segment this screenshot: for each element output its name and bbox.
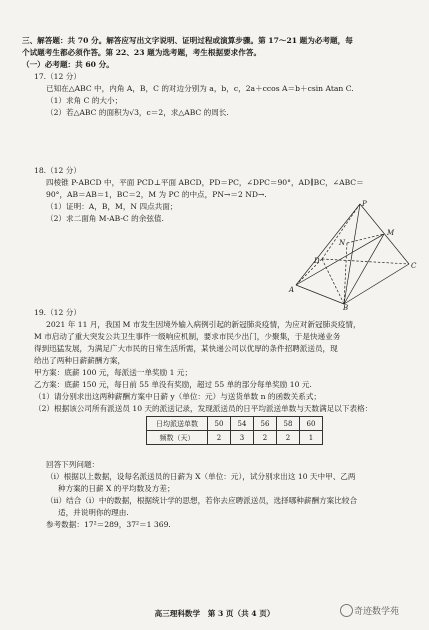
table-row xyxy=(147,431,323,445)
table-header-cell: 日均派送单数 xyxy=(147,417,208,431)
watermark: 奇迹数学苑 xyxy=(354,607,400,617)
q19-line2: M 市启动了重大突发公共卫生事件一级响应机制，要求市民少出门，少聚集，于是快递业务 xyxy=(34,332,341,341)
table-cell: 56 xyxy=(254,417,277,431)
section-heading-cont: 个试题考生都必须作答。第 22、23 题为选考题，考生根据要求作答。 xyxy=(22,48,262,57)
edge-PA xyxy=(296,204,360,285)
edge-PD xyxy=(322,204,360,259)
label-N: N xyxy=(339,239,346,247)
q19-number: 19.（12 分） xyxy=(34,308,81,317)
q18-part2: （2）求二面角 M-AB-C 的余弦值. xyxy=(46,214,164,223)
wechat-logo-icon xyxy=(340,604,353,617)
required-heading: （一）必考题：共 60 分。 xyxy=(22,60,114,69)
table-cell: 2 xyxy=(277,431,300,445)
table-cell: 50 xyxy=(208,417,231,431)
edge-BC xyxy=(344,264,409,304)
q19-sub2-line1: （ii）结合（i）中的数据，根据统计学的思想，若你去应聘派送员，选择哪种薪酬方案比较合 xyxy=(46,496,358,505)
label-P: P xyxy=(362,200,367,208)
frequency-table xyxy=(146,416,323,445)
table-cell: 1 xyxy=(300,431,323,445)
q19-answer-intro: 回答下列问题： xyxy=(46,460,100,469)
edge-DC xyxy=(322,259,409,264)
label-M: M xyxy=(387,229,395,237)
table-cell: 2 xyxy=(208,431,231,445)
q17-stem: 已知在△ABC 中，内角 A，B，C 的对边分别为 a，b，c，2a＋ccos A＝b＋csin Atan C. xyxy=(46,84,354,93)
q19-sub1-line2: 种方案的日薪 X 的平均数及方差； xyxy=(58,484,175,493)
q18-stem-line2: 90°，AB＝AB＝1，BC＝2，M 为 PC 的中点，PN→＝2 ND→. xyxy=(46,190,267,199)
q19-sub2-line2: 适，并说明你的理由. xyxy=(58,508,129,517)
label-A: A xyxy=(289,286,295,294)
q19-part1: （1）请分别求出这两种薪酬方案中日薪 y（单位：元）与送货单数 n 的函数关系式； xyxy=(34,392,322,401)
q19-line1: 2021 年 11 月，我国 M 市发生因境外输入病例引起的新冠肺炎疫情，为应对新冠肺炎疫情， xyxy=(46,320,361,329)
edge-DB xyxy=(322,259,344,304)
table-cell: 3 xyxy=(231,431,254,445)
edge-NM xyxy=(347,234,384,243)
table-cell: 54 xyxy=(231,417,254,431)
q19-sub1-line1: （i）根据以上数据，设每名派送员的日薪为 X（单位：元），试分别求出这 10 天中甲、乙两 xyxy=(46,472,356,481)
q17-number: 17.（12 分） xyxy=(34,72,81,81)
label-D: D xyxy=(314,257,320,265)
table-cell: 60 xyxy=(300,417,323,431)
table-cell: 58 xyxy=(277,417,300,431)
q17-part2: （2）若△ABC 的面积为√3，c＝2，求△ABC 的周长. xyxy=(46,108,229,117)
section-heading: 三、解答题：共 70 分。解答应写出文字说明、证明过程或演算步骤。第 17～21 题为必考题，每 xyxy=(22,36,353,45)
q19-plan-b: 乙方案：底薪 150 元，每日前 55 单没有奖励，超过 55 单的部分每单奖励 10 元. xyxy=(34,380,312,389)
q19-plan-a: 甲方案：底薪 100 元，每派送一单奖励 1 元； xyxy=(34,368,193,377)
q18-stem-line1: 四棱锥 P-ABCD 中，平面 PCD⊥平面 ABCD，PD＝PC，∠DPC＝90°，AD∥BC，∠ABC＝ xyxy=(46,178,364,187)
q19-line4: 给出了两种日薪薪酬方案， xyxy=(34,356,126,365)
table-header-cell: 频数（天） xyxy=(147,431,208,445)
q19-reference-data: 参考数据：17²＝289，37²＝1 369. xyxy=(46,520,171,529)
pyramid-figure xyxy=(288,200,418,310)
q19-line3: 得到迅猛发展，为满足广大市民的日常生活所需，某快递公司以优厚的条件招聘派送员，现 xyxy=(34,344,338,353)
label-B: B xyxy=(343,304,349,310)
q19-part2: （2）根据该公司所有派送员 10 天的派送记录，发现派送员的日平均派送单数与天数满足以下表格： xyxy=(34,404,373,413)
edge-PC xyxy=(360,204,409,264)
table-row xyxy=(147,417,323,431)
q18-number: 18.（12 分） xyxy=(34,166,81,175)
page-footer: 高三理科数学 第 3 页（共 4 页） xyxy=(154,609,275,618)
q18-part1: （1）证明：A，B，M，N 四点共面； xyxy=(46,202,178,211)
edge-AB xyxy=(296,285,344,304)
q17-part1: （1）求角 C 的大小； xyxy=(46,96,123,105)
table-cell: 2 xyxy=(254,431,277,445)
edge-BM xyxy=(344,234,384,304)
label-C: C xyxy=(411,262,417,270)
